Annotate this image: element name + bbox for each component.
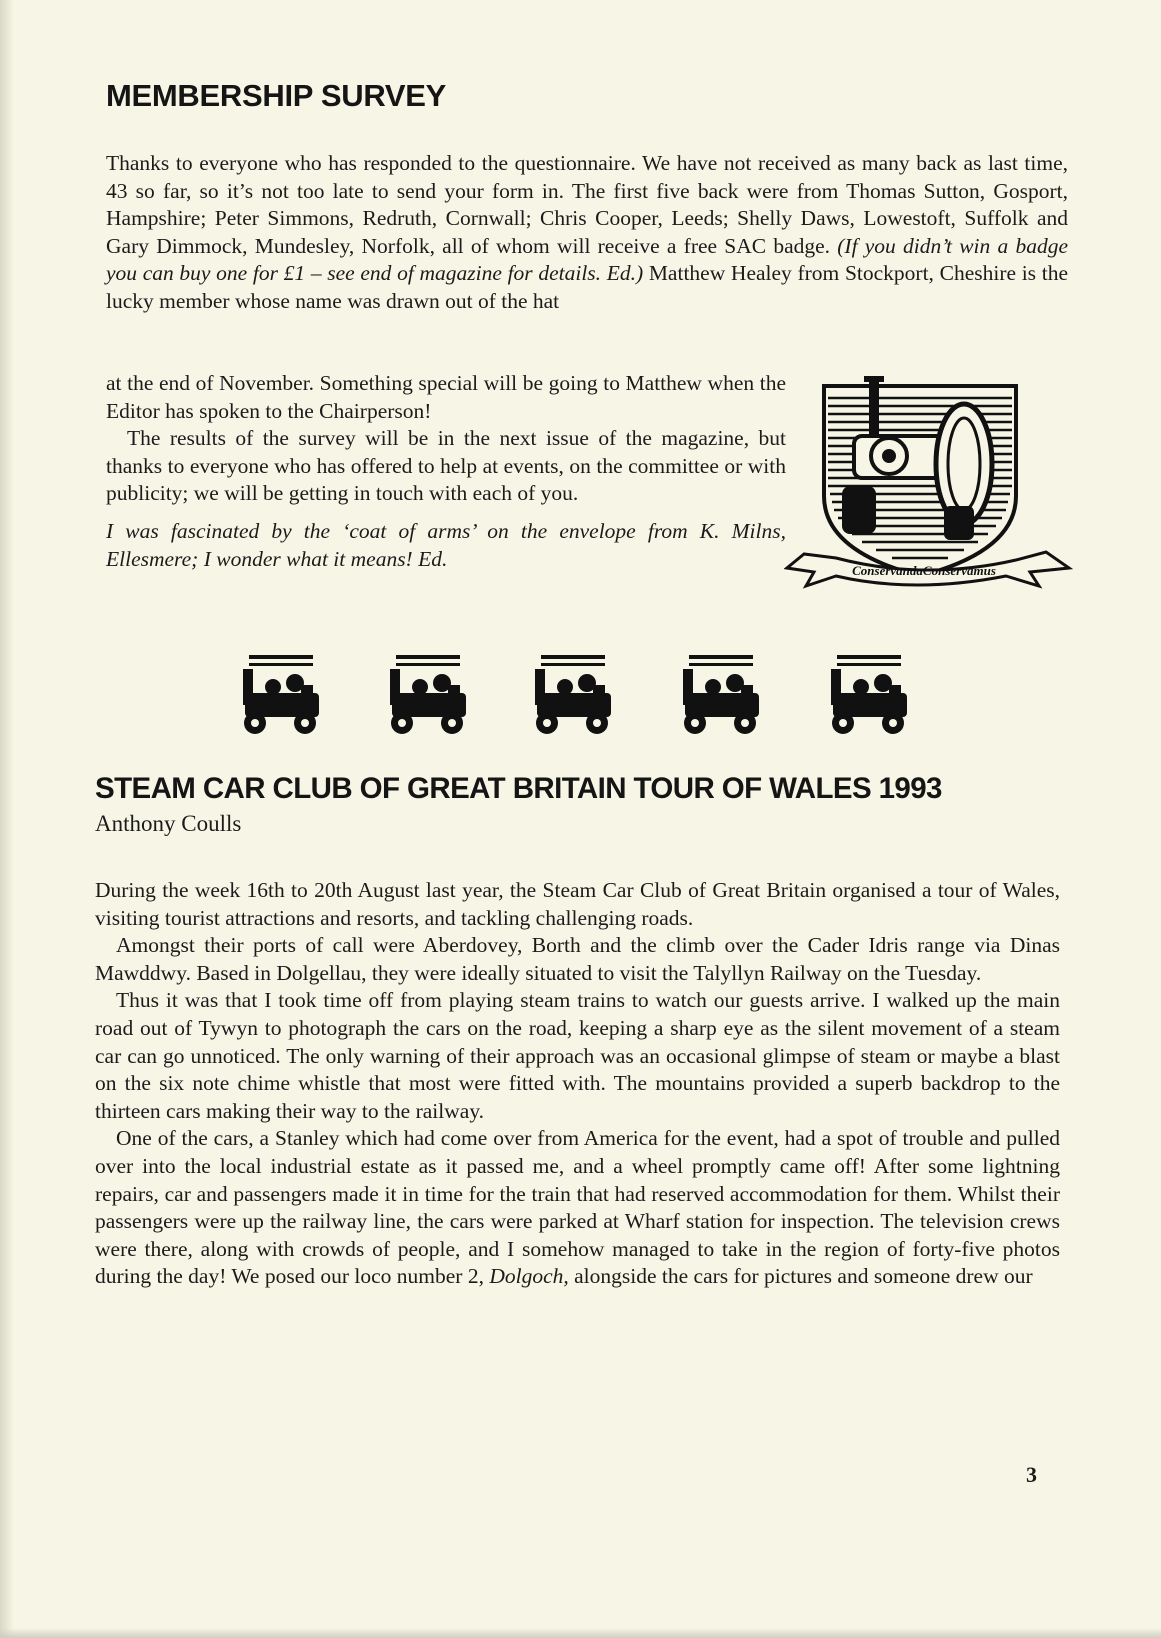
traction-engine-crest-icon (784, 376, 1074, 616)
editor-aside: (If you didn’t win a badge you can buy one for £1 – see end of magazine for details. Ed.) (106, 233, 1068, 286)
article-paragraph-3: Thus it was that I took time off from playing steam trains to watch our guests arrive. I walked up the main road out of Tywyn to photograph the cars on the road, keeping a sharp eye as the silent movement of a steam car can go unnoticed. The only warning of their approach was an occasional glimpse of steam or maybe a blast on the six note chime whistle that most were fitted with. The mountains provided a superb backdrop to the thirteen cars making their way to the railway. (95, 988, 1060, 1123)
membership-survey-heading: MEMBERSHIP SURVEY (106, 78, 447, 113)
decorative-divider-row (235, 655, 935, 737)
page-edge-shadow (0, 0, 14, 1638)
membership-paragraph-1-continued: at the end of November. Something special will be going to Matthew when the Editor has spoken to the Chairperson! (106, 371, 786, 423)
page-bottom-shadow (0, 1628, 1161, 1638)
traction-engine-icon (675, 655, 767, 737)
article-paragraph-1: During the week 16th to 20th August last year, the Steam Car Club of Great Britain organised a tour of Wales, visiting tourist attractions and resorts, and tackling challenging roads. (95, 878, 1060, 930)
editor-note: I was fascinated by the ‘coat of arms’ on the envelope from K. Milns, Ellesmere; I wonder what it means! Ed. (106, 518, 786, 571)
membership-paragraph-2: The results of the survey will be in the next issue of the magazine, but thanks to everyone who has offered to help at events, on the committee or with publicity; we will be getting in touch with each of you. (106, 426, 786, 506)
article-body (95, 877, 1060, 1291)
article-paragraph-2: Amongst their ports of call were Aberdovey, Borth and the climb over the Cader Idris range via Dinas Mawddwy. Based in Dolgellau, they were ideally situated to visit the Talyllyn Railway on the Tuesday. (95, 933, 1060, 985)
traction-engine-icon (823, 655, 915, 737)
article-paragraph-4: One of the cars, a Stanley which had come over from America for the event, had a spot of trouble and pulled over into the local industrial estate as it passed me, and a wheel promptly came off! After some lightning repairs, car and passengers made it in time for the train that had reserved accommodation for them. Whilst their passengers were up the railway line, the cars were parked at Wharf station for inspection. The television crews were there, along with crowds of people, and I somehow managed to take in the region of forty-five photos during the day! We posed our loco number 2, Dolgoch, alongside the cars for pictures and someone drew our (95, 1126, 1060, 1289)
traction-engine-icon (527, 655, 619, 737)
membership-left-column (106, 370, 786, 573)
membership-paragraph-1: Thanks to everyone who has responded to the questionnaire. We have not received as many back as last time, 43 so far, so it’s not too late to send your form in. The first five back were from Thomas Sutton, Gosport, Hampshire; Peter Simmons, Redruth, Cornwall; Chris Cooper, Leeds; Shelly Daws, Lowestoft, Suffolk and Gary Dimmock, Mundesley, Norfolk, all of whom will receive a free SAC badge. (If you didn’t win a badge you can buy one for £1 – see end of magazine for details. Ed.) Matthew Healey from Stockport, Cheshire is the lucky member whose name was drawn out of the hat (106, 151, 1068, 313)
article-heading: STEAM CAR CLUB OF GREAT BRITAIN TOUR OF WALES 1993 (95, 772, 942, 805)
article-author: Anthony Coulls (95, 811, 242, 836)
svg-text:ConservandaConservamus: ConservandaConservamus (852, 563, 996, 578)
traction-engine-icon (235, 655, 327, 737)
loco-name: Dolgoch, (489, 1264, 569, 1289)
page-number: 3 (1026, 1462, 1037, 1487)
traction-engine-icon (382, 655, 474, 737)
